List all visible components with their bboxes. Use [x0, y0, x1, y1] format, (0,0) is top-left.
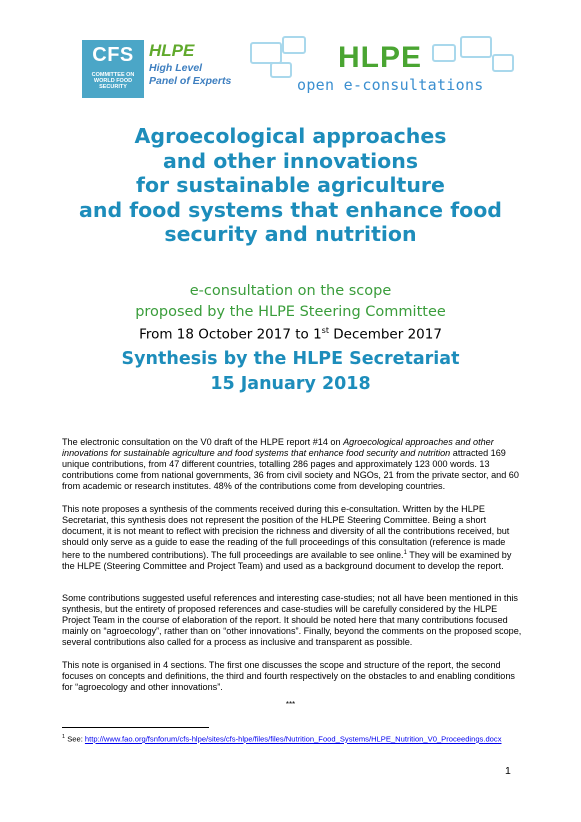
- synthesis-date: 15 January 2018: [210, 374, 371, 394]
- title-line-5: security and nutrition: [164, 222, 417, 246]
- para2-text-b: They will be examined by the HLPE (Steering Committee and Project Team) and used as a background document to develop the report.: [62, 550, 512, 572]
- dates-prefix: From 18 October 2017 to 1: [139, 326, 322, 343]
- cfs-logo-subtext: COMMITTEE ON WORLD FOOD SECURITY: [91, 72, 135, 90]
- synthesis-heading: Synthesis by the HLPE Secretariat: [121, 349, 460, 369]
- cfs-logo: [82, 40, 144, 98]
- cfs-logo-text: CFS: [92, 44, 134, 66]
- footnote-prefix: See:: [67, 734, 85, 744]
- footnote-number: 1: [62, 734, 66, 740]
- open-econsultations-text: open e-consultations: [297, 76, 484, 94]
- dates-suffix: December 2017: [328, 326, 442, 343]
- footnote-reference[interactable]: 1: [403, 550, 407, 557]
- hlpe-open-logo-text: HLPE: [338, 41, 423, 74]
- para1-italic-title: Agroecological approaches and other innovations for sustainable agriculture and food systems that enhance food security and nutrition: [62, 437, 494, 459]
- subtitle-econsultation: e-consultation on the scope: [189, 283, 392, 299]
- hlpe-logo-text: HLPE: [149, 41, 195, 60]
- paragraph-2: [62, 504, 524, 572]
- hlpe-subtext-line-1: High Level: [149, 62, 203, 74]
- document-title: [60, 124, 521, 247]
- dates-superscript: st: [321, 326, 329, 335]
- section-separator: ***: [285, 700, 296, 709]
- title-line-3: for sustainable agriculture: [136, 173, 445, 197]
- para1-text-b: attracted 169 unique contributions, from 47 different countries, totalling 286 pages and approximately 123 000 words. 13 contributions come from national governments, 36 from civil society and NGOs, 21 from the private sector, and 60 from academic or research institutes. 48% of the contributions come from developing countries.: [62, 448, 519, 492]
- para2-text-a: This note proposes a synthesis of the comments received during this e-consultation. Written by the HLPE Secretariat, this synthesis does not represent the position of the HLPE Steering Committee. Being a short document, it is not meant to reflect with precision the richness and diversity of all the contributions received, but should only serve as a guide to ease the reading of the full proceedings of this consultation (reference is made here to the numbered contributions). The full proceedings are available to see online.: [62, 504, 510, 561]
- hlpe-subtext-line-2: Panel of Experts: [149, 75, 232, 87]
- consultation-dates: [0, 326, 581, 343]
- title-line-1: Agroecological approaches: [134, 124, 447, 148]
- paragraph-3: Some contributions suggested useful references and interesting case-studies; not all have been mentioned in this synthesis, but the entirety of proposed references and case-studies will be carefully considered by the HLPE Project Team in the course of elaboration of the report. It should be noted here that many contributions focused mainly on “agroecology”, rather than on “other innovations”. Finally, beyond the comments on the proposed scope, several contributions also called for a process as inclusive and transparent as possible.: [62, 593, 522, 648]
- footnote-link[interactable]: http://www.fao.org/fsnforum/cfs-hlpe/sites/cfs-hlpe/files/files/Nutrition_Food_Systems/HLPE_Nutrition_V0_Proceedings.docx: [84, 734, 502, 744]
- footnote-divider: [62, 727, 209, 728]
- page-number: 1: [505, 765, 511, 777]
- para1-text-a: The electronic consultation on the V0 draft of the HLPE report #14 on: [62, 437, 344, 447]
- subtitle-steering-committee: proposed by the HLPE Steering Committee: [135, 304, 446, 320]
- title-line-4: and food systems that enhance food: [79, 197, 502, 222]
- footnote: [62, 733, 522, 744]
- paragraph-1: [62, 437, 524, 492]
- hlpe-logo-subtext: [149, 62, 231, 88]
- title-line-2: and other innovations: [162, 148, 419, 173]
- paragraph-4: This note is organised in 4 sections. The first one discusses the scope and structure of the report, the second focuses on concepts and definitions, the third and fourth respectively on the obstacles to and enabling conditions for “agroecology and other innovations”.: [62, 660, 515, 693]
